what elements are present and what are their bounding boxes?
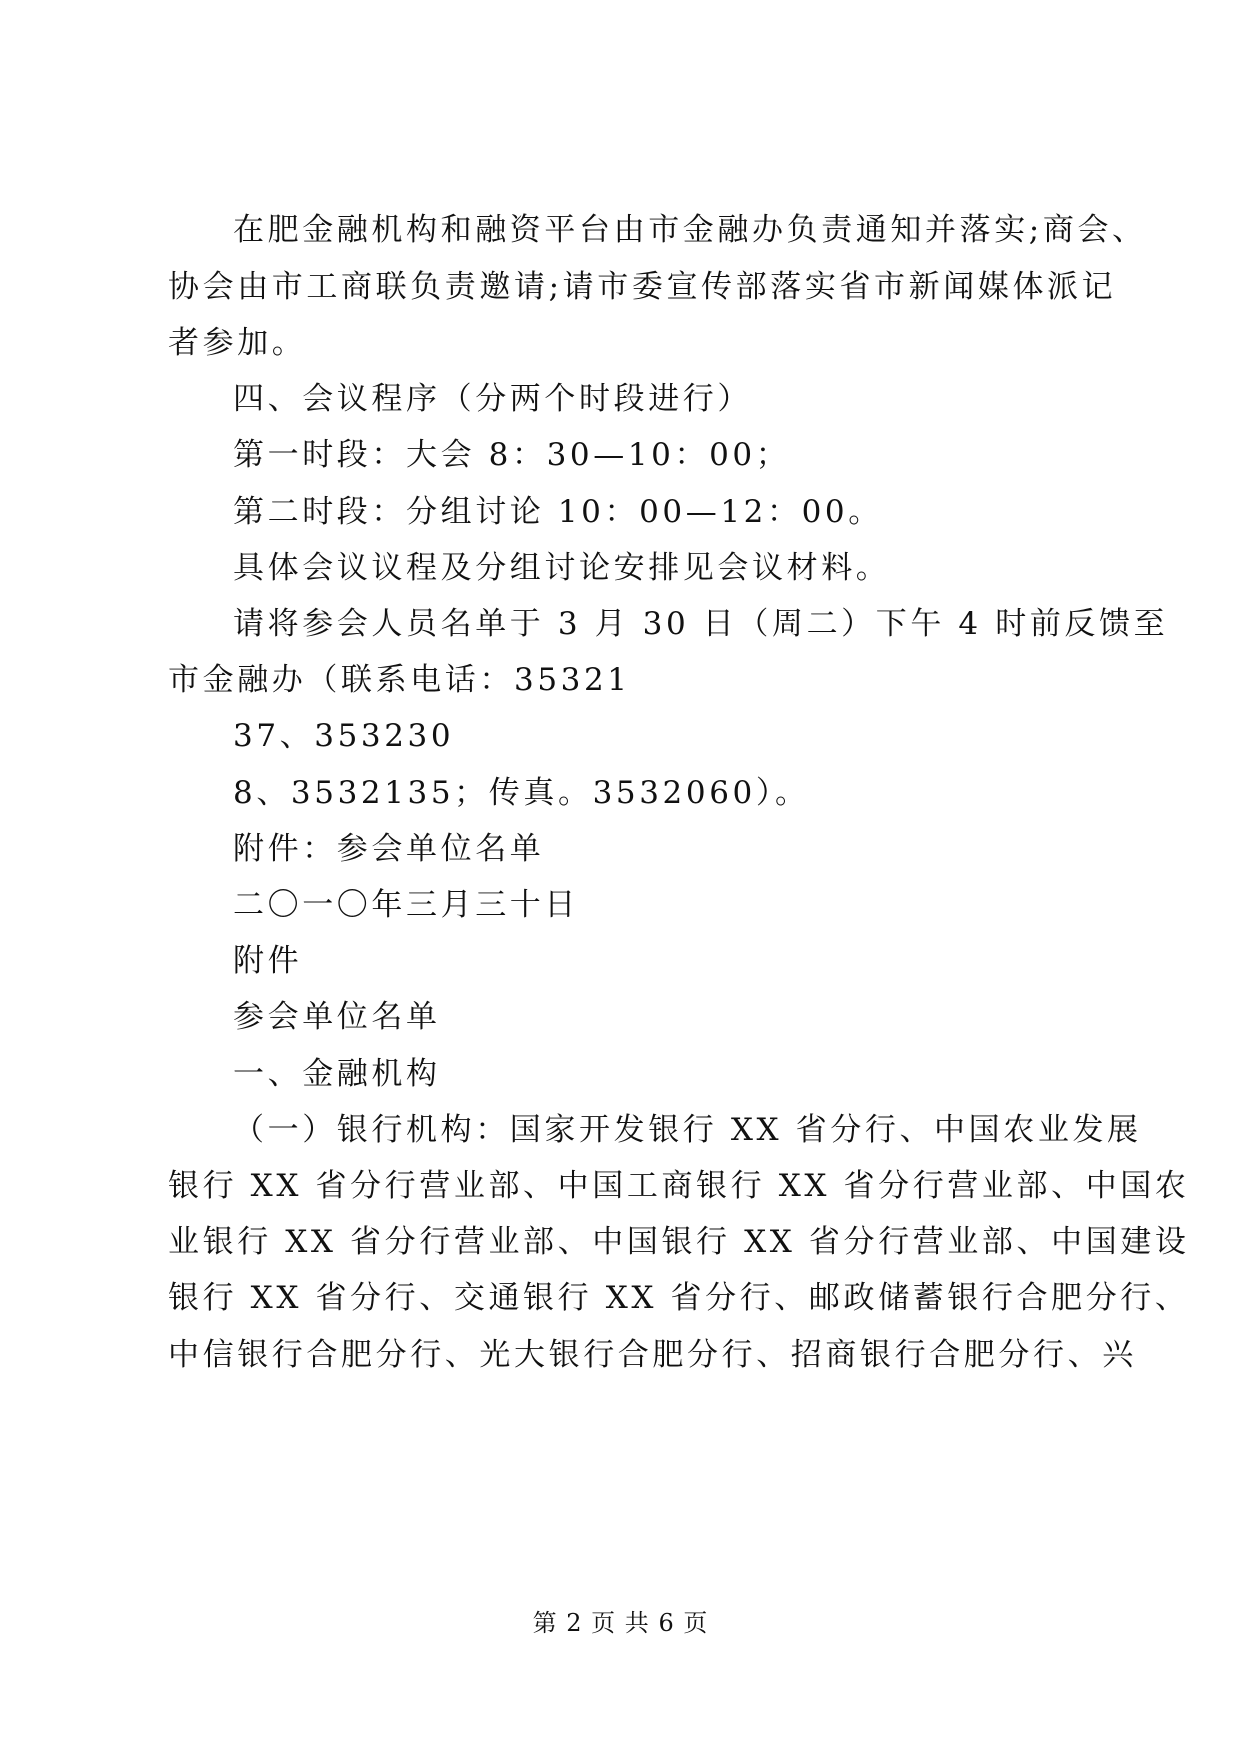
paragraph-line: 具体会议议程及分组讨论安排见会议材料。: [233, 550, 891, 586]
attachment-label: 附件: [233, 943, 303, 979]
paragraph-line: （一）银行机构：国家开发银行 XX 省分行、中国农业发展: [233, 1112, 1142, 1148]
document-date: 二〇一〇年三月三十日: [233, 887, 579, 923]
paragraph-line: 第二时段：分组讨论 10：00—12：00。: [233, 494, 883, 530]
paragraph-line: 银行 XX 省分行营业部、中国工商银行 XX 省分行营业部、中国农: [168, 1168, 1190, 1204]
paragraph-line: 协会由市工商联负责邀请;请市委宣传部落实省市新闻媒体派记: [168, 269, 1117, 305]
page-number-footer: 第 2 页 共 6 页: [532, 1609, 709, 1637]
attachment-title: 参会单位名单: [233, 999, 441, 1035]
paragraph-line: 8、3532135；传真。3532060）。: [233, 775, 810, 811]
paragraph-line: 银行 XX 省分行、交通银行 XX 省分行、邮政储蓄银行合肥分行、: [168, 1280, 1190, 1316]
paragraph-line: 37、353230: [233, 718, 455, 754]
paragraph-line: 第一时段：大会 8：30—10：00；: [233, 437, 791, 473]
paragraph-line: 业银行 XX 省分行营业部、中国银行 XX 省分行营业部、中国建设: [168, 1224, 1190, 1260]
paragraph-line: 中信银行合肥分行、光大银行合肥分行、招商银行合肥分行、兴: [168, 1337, 1137, 1373]
section-heading: 四、会议程序（分两个时段进行）: [233, 381, 752, 417]
paragraph-line: 在肥金融机构和融资平台由市金融办负责通知并落实;商会、: [233, 212, 1147, 248]
paragraph-line: 者参加。: [168, 325, 307, 361]
section-heading: 一、金融机构: [233, 1056, 441, 1092]
attachment-note: 附件：参会单位名单: [233, 831, 545, 867]
paragraph-line: 请将参会人员名单于 3 月 30 日（周二）下午 4 时前反馈至: [233, 606, 1169, 642]
paragraph-line: 市金融办（联系电话：35321: [168, 662, 631, 698]
